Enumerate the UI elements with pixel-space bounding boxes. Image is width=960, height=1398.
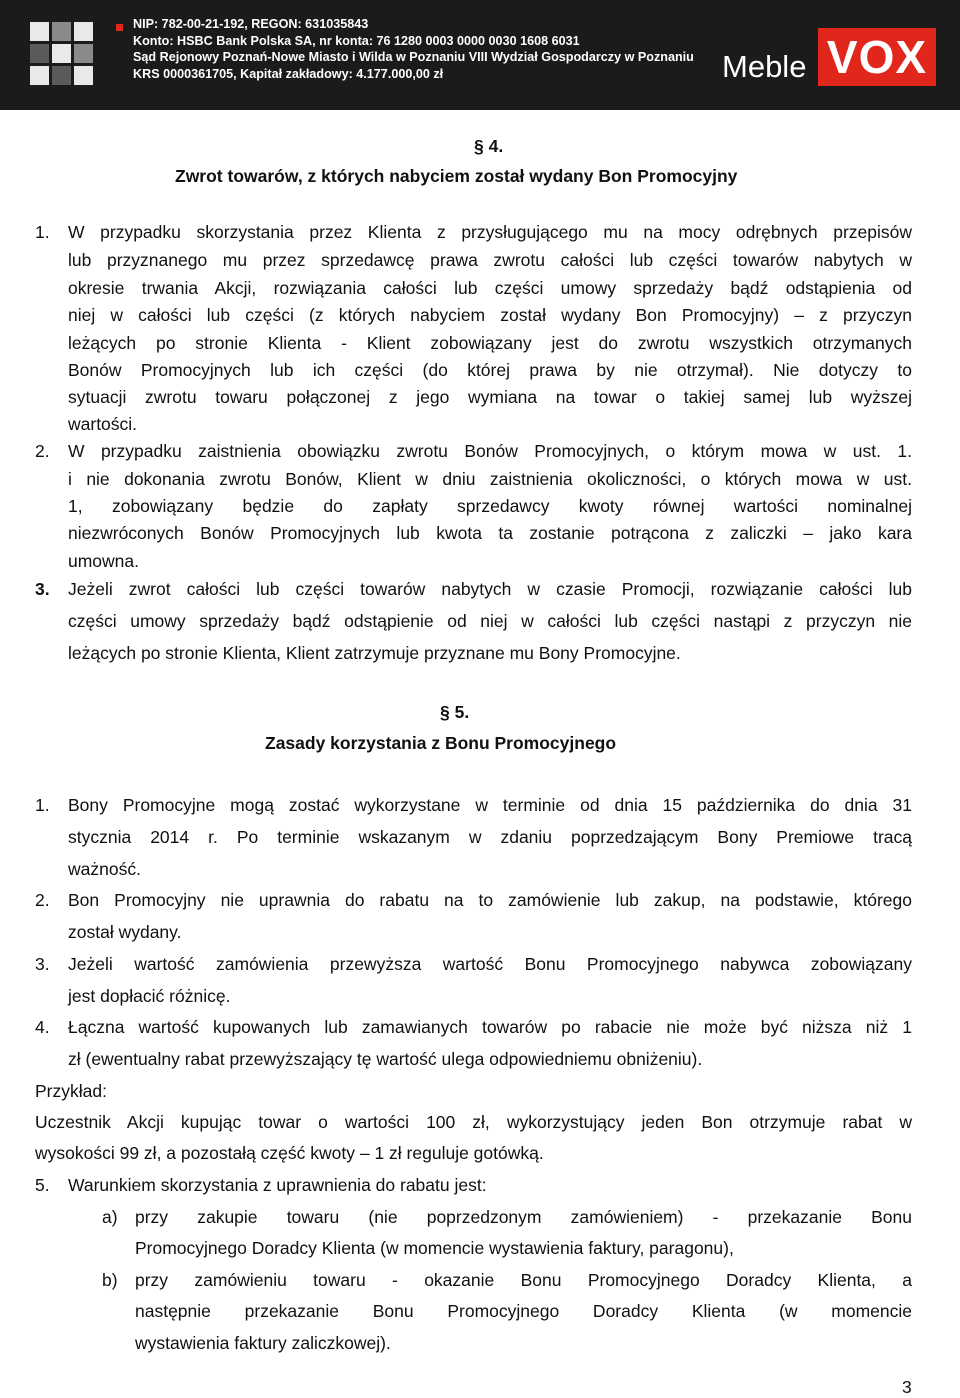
paragraph-line: niej w całości lub części (z których nabyciem został wydany Bon Promocyjny) – z przyczyn	[68, 305, 912, 325]
item-number: 1.	[35, 795, 50, 815]
sub-item-letter: b)	[102, 1270, 118, 1290]
paragraph-line: wystawienia faktury zaliczkowej).	[135, 1333, 391, 1353]
item-number: 5.	[35, 1175, 50, 1195]
logo-word: Meble	[722, 49, 807, 84]
page-number: 3	[902, 1377, 912, 1397]
paragraph-line: i nie dokonania zwrotu Bonów, Klient w dniu zaistnienia okoliczności, o których mowa w ust.	[68, 469, 912, 489]
item-number: 2.	[35, 890, 50, 910]
item-number: 2.	[35, 441, 50, 461]
item-number: 4.	[35, 1017, 50, 1037]
company-nip: NIP: 782-00-21-192, REGON: 631035843	[133, 17, 369, 31]
sub-item-letter: a)	[102, 1207, 118, 1227]
paragraph-line: Jeżeli zwrot całości lub części towarów nabytych w czasie Promocji, rozwiązanie całości lub	[68, 579, 912, 599]
section-4-heading: § 4.	[474, 136, 504, 156]
paragraph-line: wartości.	[68, 414, 138, 434]
company-krs: KRS 0000361705, Kapitał zakładowy: 4.177.000,00 zł	[133, 66, 444, 81]
paragraph-line: ważność.	[68, 859, 141, 879]
paragraph-line: Bon Promocyjny nie uprawnia do rabatu na to zamówienie lub zakup, na podstawie, którego	[68, 890, 912, 910]
paragraph-line: Jeżeli wartość zamówienia przewyższa wartość Bonu Promocyjnego nabywca zobowiązany	[68, 954, 912, 974]
paragraph-line: Bony Promocyjne mogą zostać wykorzystane w terminie od dnia 15 października do dnia 31	[68, 795, 912, 815]
paragraph-line: Łączna wartość kupowanych lub zamawianych towarów po rabacie nie może być niższa niż 1	[68, 1017, 912, 1037]
paragraph-line: przy zakupie towaru (nie poprzedzonym zamówieniem) - przekazanie Bonu	[135, 1207, 912, 1227]
paragraph-line: Bonów Promocyjnych lub ich części (do której prawa by nie otrzymał). Nie dotyczy to	[68, 360, 912, 380]
example-line: Uczestnik Akcji kupując towar o wartości 100 zł, wykorzystujący jeden Bon otrzymuje rabat w	[35, 1112, 912, 1132]
paragraph-line: umowna.	[68, 551, 140, 571]
section-5-title: Zasady korzystania z Bonu Promocyjnego	[265, 733, 617, 753]
example-line: wysokości 99 zł, a pozostałą część kwoty – 1 zł reguluje gotówką.	[35, 1143, 544, 1163]
paragraph-line: leżących po stronie Klienta, Klient zatrzymuje przyznane mu Bony Promocyjne.	[68, 643, 681, 663]
paragraph-line: W przypadku skorzystania przez Klienta z przysługującego mu na mocy odrębnych przepisów	[68, 222, 912, 242]
paragraph-line: okresie trwania Akcji, rozwiązania całości lub części umowy sprzedaży bądź odstąpienia od	[68, 278, 912, 298]
item-number: 3.	[35, 579, 50, 599]
paragraph-line: został wydany.	[68, 922, 182, 942]
paragraph-line: sytuacji zwrotu towaru połączonej z jego wymiana na towar o takiej samej lub wyższej	[68, 387, 912, 407]
paragraph-line: leżących po stronie Klienta - Klient zobowiązany jest do zwrotu wszystkich otrzymanych	[68, 333, 912, 353]
item-number: 3.	[35, 954, 50, 974]
letterhead	[0, 0, 960, 110]
bullet-square-icon	[116, 24, 123, 31]
paragraph-line: Warunkiem skorzystania z uprawnienia do rabatu jest:	[68, 1175, 487, 1195]
item-number: 1.	[35, 222, 50, 242]
paragraph-line: lub przyznanego mu przez sprzedawcę prawa zwrotu całości lub części towarów nabytych w	[68, 250, 912, 270]
paragraph-line: W przypadku zaistnienia obowiązku zwrotu Bonów Promocyjnych, o którym mowa w ust. 1.	[68, 441, 912, 461]
paragraph-line: niezwróconych Bonów Promocyjnych lub kwota ta zostanie potrącona z zaliczki – jako kara	[68, 523, 912, 543]
paragraph-line: przy zamówieniu towaru - okazanie Bonu Promocyjnego Doradcy Klienta, a	[135, 1270, 912, 1290]
company-info	[133, 16, 694, 82]
brand-logo	[722, 22, 942, 88]
paragraph-line: jest dopłacić różnicę.	[68, 986, 231, 1006]
company-account: Konto: HSBC Bank Polska SA, nr konta: 76 1280 0003 0000 0030 1608 6031	[133, 33, 580, 48]
section-5-heading: § 5.	[440, 702, 470, 722]
paragraph-line: Promocyjnego Doradcy Klienta (w momencie wystawienia faktury, paragonu),	[135, 1238, 734, 1258]
paragraph-line: części umowy sprzedaży bądź odstąpienie od niej w całości lub części nastąpi z przyczyn nie	[68, 611, 912, 631]
section-4-title: Zwrot towarów, z których nabyciem został wydany Bon Promocyjny	[175, 166, 738, 186]
paragraph-line: stycznia 2014 r. Po terminie wskazanym w zdaniu poprzedzającym Bony Premiowe tracą	[68, 827, 912, 847]
paragraph-line: zł (ewentualny rabat przewyższający tę wartość ulega odpowiedniemu obniżeniu).	[68, 1049, 703, 1069]
example-label: Przykład:	[35, 1081, 107, 1101]
logo-brand: VOX	[818, 28, 936, 86]
paragraph-line: następnie przekazanie Bonu Promocyjnego Doradcy Klienta (w momencie	[135, 1301, 912, 1321]
paragraph-line: 1, zobowiązany będzie do zapłaty sprzedawcy kwoty równej wartości nominalnej	[68, 496, 912, 516]
company-court: Sąd Rejonowy Poznań-Nowe Miasto i Wilda w Poznaniu VIII Wydział Gospodarczy w Poznaniu	[133, 50, 694, 64]
logo-squares-icon	[30, 22, 110, 88]
